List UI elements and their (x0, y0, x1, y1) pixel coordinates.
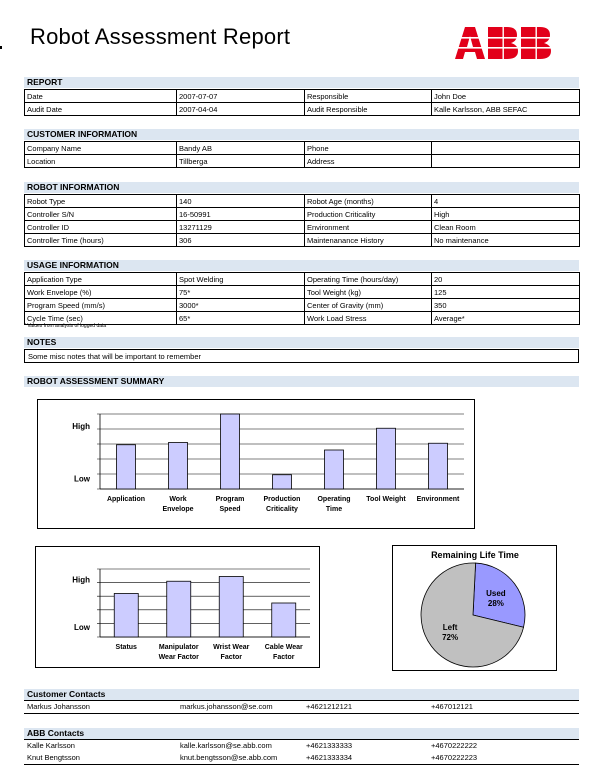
contact-name: Kalle Karlsson (27, 741, 75, 750)
contact-row (24, 752, 579, 764)
section-notes-heading: NOTES (24, 337, 579, 348)
contact-divider (24, 713, 579, 714)
remaining-life-pie-chart (392, 545, 557, 671)
pie-label: Left (442, 623, 458, 633)
customer-row (25, 155, 580, 168)
bar (429, 443, 448, 489)
field-value: Average* (432, 312, 580, 325)
category-label: Cable Wear (264, 644, 303, 651)
contact-email: knut.bengtsson@se.abb.com (180, 753, 278, 762)
category-label: Speed (219, 506, 241, 513)
section-robot-heading: ROBOT INFORMATION (24, 182, 579, 193)
field-value: Kalle Karlsson, ABB SEFAC (432, 103, 580, 116)
report-table (24, 89, 580, 116)
category-label: Application (106, 496, 146, 503)
category-label: Factor (273, 654, 295, 661)
wear-bar-chart (35, 546, 320, 668)
abb-logo (455, 27, 551, 59)
field-label: Work Envelope (%) (25, 286, 177, 299)
field-label: Program Speed (mm/s) (25, 299, 177, 312)
page-edge-mark (0, 46, 2, 49)
field-value: 306 (177, 234, 305, 247)
field-label: Maintenanance History (305, 234, 432, 247)
y-tick-label: Low (74, 474, 90, 484)
category-label: Production (263, 496, 301, 503)
category-label: Criticality (266, 506, 298, 513)
contact-name: Markus Johansson (27, 702, 90, 711)
bar (221, 414, 240, 489)
field-value: 4 (432, 195, 580, 208)
field-label: Tool Weight (kg) (305, 286, 432, 299)
usage-row (25, 286, 580, 299)
robot-row (25, 208, 580, 221)
pie-label: Used (486, 588, 506, 598)
bar (117, 445, 136, 489)
contact-phone: +4621333333 (306, 741, 353, 750)
field-label: Application Type (25, 273, 177, 286)
field-label: Center of Gravity (mm) (305, 299, 432, 312)
usage-footnote: * Values from analysis of logged data (24, 323, 107, 329)
field-label: Company Name (25, 142, 177, 155)
bar (272, 603, 296, 637)
customer-table (24, 141, 580, 168)
category-label: Program (215, 496, 245, 503)
contact-divider (24, 764, 579, 765)
contact-email: kalle.karlsson@se.abb.com (180, 741, 272, 750)
field-label: Location (25, 155, 177, 168)
report-row (25, 103, 580, 116)
field-label: Address (305, 155, 432, 168)
field-value: 16-50991 (177, 208, 305, 221)
category-label: Wrist Wear (213, 644, 250, 651)
category-label: Tool Weight (366, 496, 406, 503)
field-value: 65* (177, 312, 305, 325)
field-value: 2007-04-04 (177, 103, 305, 116)
robot-row (25, 195, 580, 208)
field-value: No maintenance (432, 234, 580, 247)
contact-phone: +4621212121 (306, 702, 353, 711)
field-label: Environment (305, 221, 432, 234)
field-value (432, 155, 580, 168)
section-customer-heading: CUSTOMER INFORMATION (24, 129, 579, 140)
pie-value: 72% (442, 633, 459, 643)
notes-text: Some misc notes that will be important to remember (24, 349, 579, 363)
contact-row (24, 701, 579, 713)
pie-value: 28% (487, 598, 504, 608)
usage-row (25, 299, 580, 312)
category-label: Factor (220, 654, 242, 661)
page-title: Robot Assessment Report (30, 24, 291, 49)
field-label: Responsible (305, 90, 432, 103)
section-report-heading: REPORT (24, 77, 579, 88)
category-label: Manipulator (158, 644, 199, 651)
robot-row (25, 221, 580, 234)
category-label: Envelope (162, 506, 194, 513)
usage-bar-chart (37, 399, 475, 529)
robot-table (24, 194, 580, 247)
bar (169, 443, 188, 490)
bar (273, 475, 292, 489)
category-label: Work (169, 496, 187, 503)
field-label: Work Load Stress (305, 312, 432, 325)
field-value: 350 (432, 299, 580, 312)
bar (167, 581, 191, 637)
chart-title: Remaining Life Time (431, 550, 519, 560)
field-label: Robot Type (25, 195, 177, 208)
usage-table (24, 272, 580, 325)
contact-email: markus.johansson@se.com (180, 702, 273, 711)
report-row (25, 90, 580, 103)
field-value: Clean Room (432, 221, 580, 234)
field-value: 140 (177, 195, 305, 208)
field-value: 75* (177, 286, 305, 299)
contact-row (24, 740, 579, 752)
field-label: Production Criticality (305, 208, 432, 221)
customer-row (25, 142, 580, 155)
section-summary-heading: ROBOT ASSESSMENT SUMMARY (24, 376, 579, 387)
field-label: Date (25, 90, 177, 103)
field-label: Audit Responsible (305, 103, 432, 116)
field-label: Controller ID (25, 221, 177, 234)
category-label: Wear Factor (158, 654, 199, 661)
field-label: Controller S/N (25, 208, 177, 221)
bar (114, 593, 138, 637)
field-value: High (432, 208, 580, 221)
contact-phone: +4621333334 (306, 753, 353, 762)
contact-mobile: +4670222223 (431, 753, 478, 762)
field-value (432, 142, 580, 155)
field-label: Controller Time (hours) (25, 234, 177, 247)
field-value: Spot Welding (177, 273, 305, 286)
usage-row (25, 312, 580, 325)
field-value: 3000* (177, 299, 305, 312)
field-label: Phone (305, 142, 432, 155)
field-label: Audit Date (25, 103, 177, 116)
field-value: 2007-07-07 (177, 90, 305, 103)
y-tick-label: High (72, 422, 90, 431)
customer-contacts-heading: Customer Contacts (24, 689, 579, 700)
field-value: Tillberga (177, 155, 305, 168)
abb-contacts-heading: ABB Contacts (24, 728, 579, 739)
y-tick-label: Low (74, 623, 90, 633)
usage-row (25, 273, 580, 286)
field-label: Robot Age (months) (305, 195, 432, 208)
contact-mobile: +467012121 (431, 702, 473, 711)
field-value: 20 (432, 273, 580, 286)
field-value: Bandy AB (177, 142, 305, 155)
y-tick-label: High (72, 575, 90, 585)
category-label: Operating (317, 496, 351, 503)
bar (377, 428, 396, 489)
category-label: Time (325, 506, 343, 513)
category-label: Status (115, 644, 137, 651)
contact-mobile: +4670222222 (431, 741, 478, 750)
field-label: Operating Time (hours/day) (305, 273, 432, 286)
field-value: 125 (432, 286, 580, 299)
contact-name: Knut Bengtsson (27, 753, 80, 762)
section-usage-heading: USAGE INFORMATION (24, 260, 579, 271)
field-label: Cycle Time (sec) (25, 312, 177, 325)
field-value: 13271129 (177, 221, 305, 234)
bar (219, 576, 243, 637)
bar (325, 450, 344, 489)
category-label: Environment (416, 496, 460, 503)
field-value: John Doe (432, 90, 580, 103)
robot-row (25, 234, 580, 247)
